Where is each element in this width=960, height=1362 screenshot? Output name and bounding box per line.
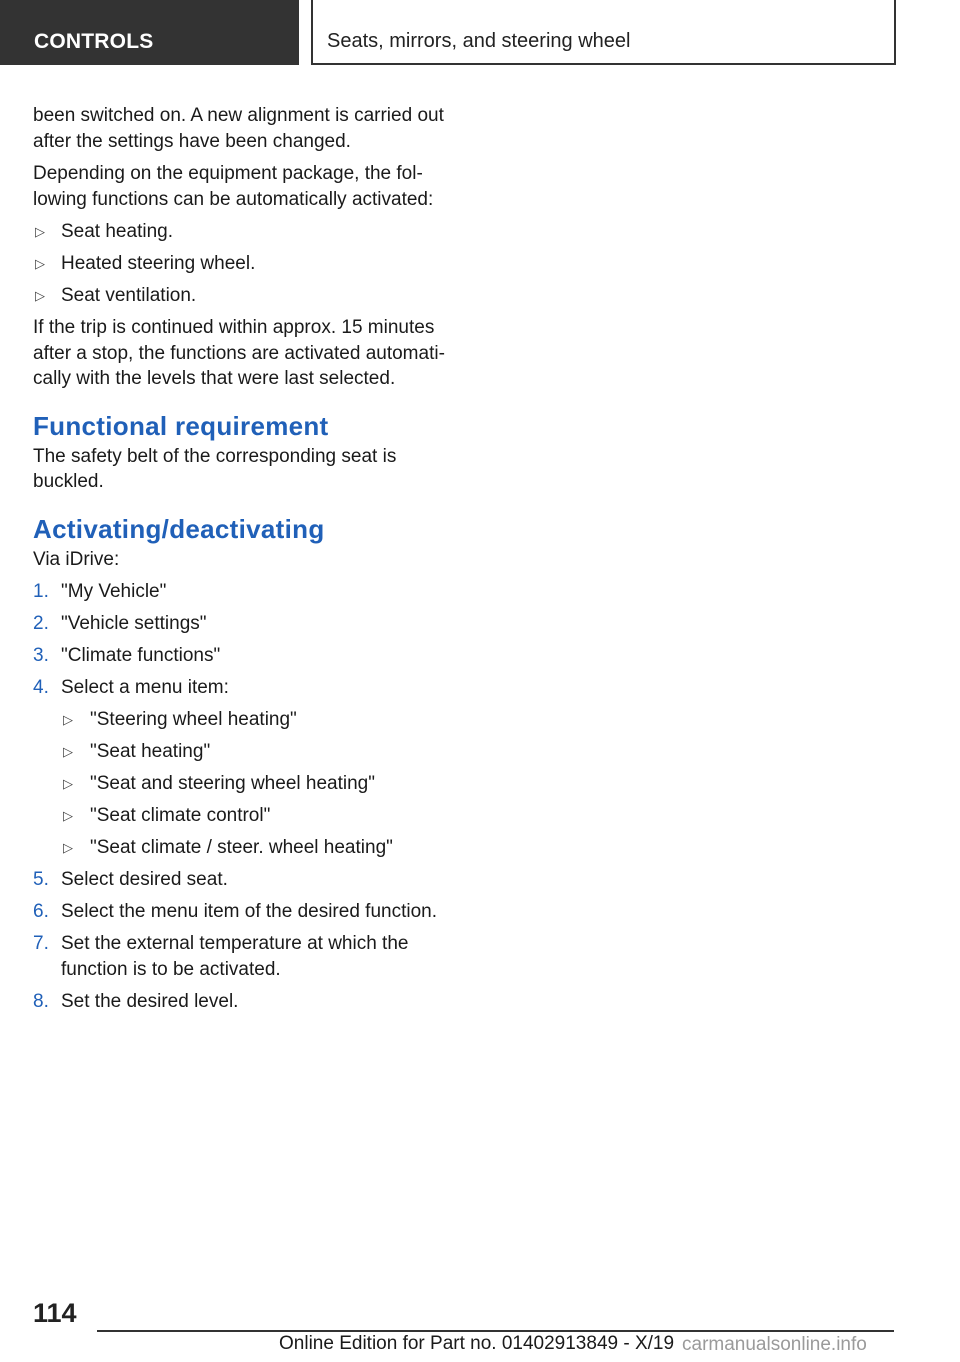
list-item xyxy=(33,219,453,245)
step-item xyxy=(33,579,453,605)
triangle-bullet-icon: ▷ xyxy=(35,288,45,303)
header-chapter-title: Seats, mirrors, and steering wheel xyxy=(327,30,631,52)
activating-heading: Activating/deactivating xyxy=(33,513,325,544)
step-item xyxy=(33,931,453,982)
list-item xyxy=(33,283,453,309)
step-item xyxy=(33,643,453,669)
menu-option-text: "Seat climate control" xyxy=(90,805,271,826)
list-item xyxy=(33,251,453,277)
menu-option-text: "Seat and steering wheel heating" xyxy=(90,773,375,794)
menu-option-text: "Seat climate / steer. wheel heating" xyxy=(90,837,393,858)
triangle-bullet-icon: ▷ xyxy=(35,256,45,271)
triangle-bullet-icon: ▷ xyxy=(63,712,73,727)
menu-option xyxy=(61,803,453,829)
list-item-text: Seat heating. xyxy=(61,221,173,242)
step-number: 1. xyxy=(33,581,49,602)
step-text: Select the menu item of the desired function. xyxy=(61,901,437,922)
functional-requirement-heading: Functional requirement xyxy=(33,410,329,441)
step-item xyxy=(33,867,453,893)
menu-option xyxy=(61,771,453,797)
menu-item-list xyxy=(61,707,453,861)
step-item xyxy=(33,989,453,1015)
steps-list xyxy=(33,579,453,1014)
idrive-intro: Via iDrive: xyxy=(33,548,120,570)
triangle-bullet-icon: ▷ xyxy=(63,808,73,823)
step-number: 6. xyxy=(33,901,49,922)
step-text: Set the external temperature at which the function is to be activated. xyxy=(61,933,409,980)
list-item-text: Heated steering wheel. xyxy=(61,253,256,274)
step-text: Set the desired level. xyxy=(61,990,239,1012)
header-section-label: CONTROLS xyxy=(34,30,154,53)
footer-edition: Online Edition for Part no. 01402913849 - X/19 xyxy=(279,1333,675,1354)
step-text: "My Vehicle" xyxy=(61,581,167,602)
step-text: Select desired seat. xyxy=(61,869,228,890)
triangle-bullet-icon: ▷ xyxy=(63,776,73,791)
menu-option xyxy=(61,707,453,733)
functional-requirement-text: The safety belt of the corresponding seat is buckled. xyxy=(33,445,397,492)
step-number: 7. xyxy=(33,933,49,954)
list-item-text: Seat ventilation. xyxy=(61,285,197,306)
step-item xyxy=(33,899,453,925)
menu-option-text: "Steering wheel heating" xyxy=(90,709,297,730)
step-number: 2. xyxy=(33,613,49,634)
menu-option-text: "Seat heating" xyxy=(90,741,211,762)
triangle-bullet-icon: ▷ xyxy=(63,744,73,759)
step-number: 3. xyxy=(33,645,49,666)
page-number: 114 xyxy=(33,1298,77,1328)
step-item xyxy=(33,611,453,637)
menu-option xyxy=(61,739,453,765)
triangle-bullet-icon: ▷ xyxy=(35,224,45,239)
step-number: 5. xyxy=(33,869,49,890)
header-section-tab xyxy=(0,0,299,65)
step-text: "Climate functions" xyxy=(61,645,221,666)
step-item xyxy=(33,675,453,861)
step-text: "Vehicle settings" xyxy=(61,613,207,634)
step-number: 4. xyxy=(33,677,49,698)
step-text: Select a menu item: xyxy=(61,677,229,698)
feature-list xyxy=(33,219,453,309)
step-number: 8. xyxy=(33,990,49,1012)
intro-paragraph-3: If the trip is continued within approx. 15 minutes after a stop, the functions are activated automati‐ cally with the levels that were last selected. xyxy=(33,317,445,389)
triangle-bullet-icon: ▷ xyxy=(63,840,73,855)
intro-paragraph-2: Depending on the equipment package, the fol‐ lowing functions can be automatically activated: xyxy=(33,163,434,210)
header-chapter-box xyxy=(311,0,896,65)
menu-option xyxy=(61,835,453,861)
intro-paragraph-1: been switched on. A new alignment is carried out after the settings have been changed. xyxy=(33,105,444,152)
footer-divider xyxy=(97,1330,894,1332)
page-content xyxy=(33,103,453,1021)
watermark-logo[interactable]: carmanualsonline.info xyxy=(682,1334,867,1355)
